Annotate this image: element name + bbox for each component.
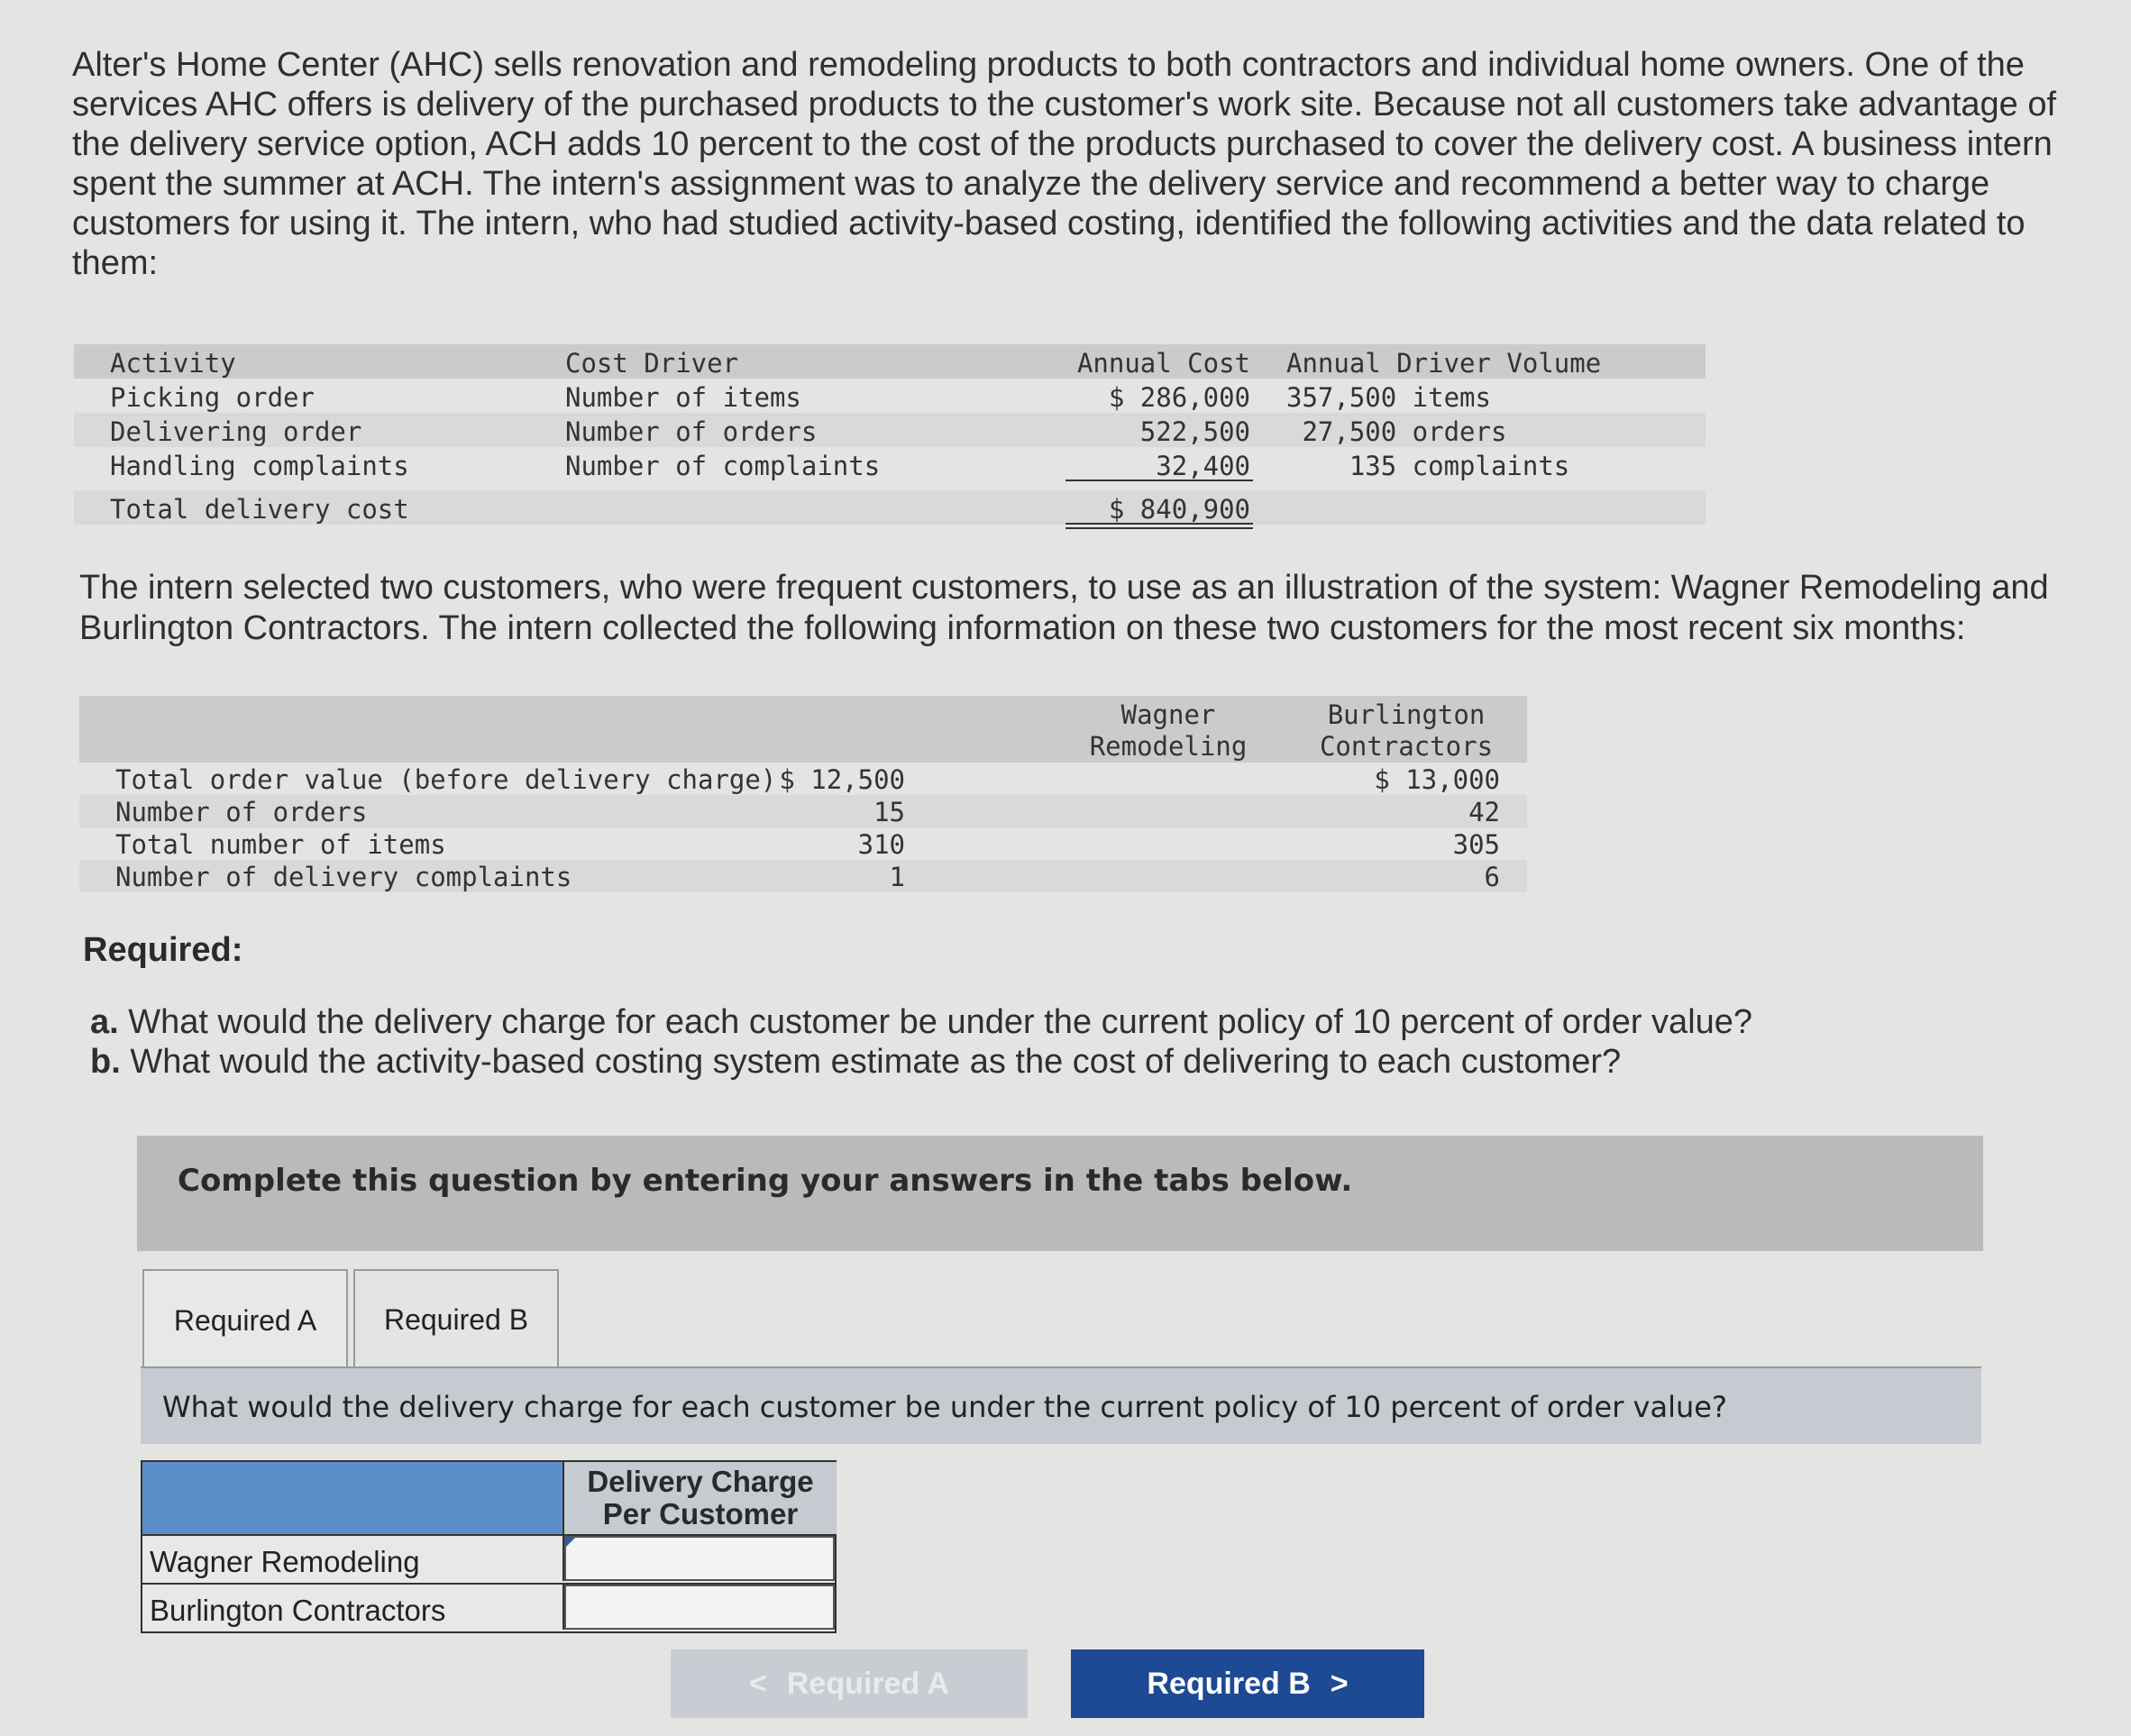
wagner-delivery-charge-input[interactable] [564, 1536, 835, 1581]
annual-cost: $ 286,000 [1108, 382, 1250, 413]
wagner-value: 1 [889, 862, 905, 892]
table-row [79, 860, 1527, 892]
header-activity: Activity [110, 348, 236, 379]
activity-name: Picking order [110, 382, 315, 413]
header-burlington: Burlington Contractors [1319, 699, 1494, 762]
required-b-prefix: b. [90, 1043, 121, 1081]
annual-cost: 32,400 [1156, 451, 1250, 481]
total-rule-top [1066, 523, 1253, 525]
delivery-charge-header: Delivery Charge Per Customer [562, 1462, 837, 1534]
cost-driver: Number of orders [565, 416, 818, 447]
table-row [79, 795, 1527, 827]
cost-driver: Number of items [565, 382, 801, 413]
row-label: Number of delivery complaints [115, 862, 572, 892]
next-label: Required B [1147, 1666, 1311, 1701]
answer-row-burlington [141, 1585, 837, 1633]
required-a-prefix: a. [90, 1003, 119, 1041]
subtotal-rule [1066, 480, 1253, 481]
question-text: What would the delivery charge for each customer be under the current policy of 10 percent of order value? [162, 1390, 1727, 1424]
customer-table [79, 696, 1527, 892]
burlington-value: 6 [1484, 862, 1500, 892]
answer-label: Burlington Contractors [150, 1594, 446, 1627]
row-label: Total order value (before delivery charge) [115, 764, 777, 795]
customer-intro: The intern selected two customers, who were frequent customers, to use as an illustration of the system: Wagner Remodeling and Burlington Contractors. The intern collected the following information on these two customers for the most recent six months: [79, 569, 2049, 647]
burlington-value: $ 13,000 [1374, 764, 1500, 795]
wagner-value: 15 [873, 797, 905, 827]
total-value: $ 840,900 [1108, 494, 1250, 525]
next-button[interactable] [1071, 1649, 1424, 1718]
row-label: Number of orders [115, 797, 368, 827]
total-label: Total delivery cost [110, 494, 409, 525]
input-marker-icon [566, 1538, 575, 1547]
required-a-text: What would the delivery charge for each customer be under the current policy of 10 percent of order value? [128, 1003, 1753, 1041]
chevron-left-icon: < [749, 1666, 767, 1701]
header-wagner: Wagner Remodeling [1089, 699, 1248, 762]
driver-volume: 27,500 orders [1286, 416, 1507, 447]
activity-table [74, 344, 1706, 525]
burlington-value: 305 [1452, 829, 1500, 860]
answer-table [141, 1460, 837, 1633]
instructions-banner [137, 1136, 1983, 1251]
table-row [79, 827, 1527, 860]
tab-required-b[interactable]: Required B [353, 1269, 559, 1370]
table-row [79, 763, 1527, 795]
wagner-value: $ 12,500 [779, 764, 905, 795]
instructions-text: Complete this question by entering your answers in the tabs below. [178, 1163, 1353, 1199]
activity-name: Delivering order [110, 416, 362, 447]
table-row [74, 413, 1706, 447]
prev-button[interactable] [671, 1649, 1028, 1718]
row-label: Total number of items [115, 829, 446, 860]
required-a [90, 1002, 1752, 1042]
required-b-text: What would the activity-based costing system estimate as the cost of delivering to each customer? [130, 1043, 1622, 1081]
activity-table-header [74, 344, 1706, 379]
required-title: Required: [83, 931, 243, 969]
table-row [74, 379, 1706, 413]
burlington-delivery-charge-input[interactable] [564, 1585, 835, 1630]
customer-table-header [79, 696, 1527, 763]
wagner-value: 310 [857, 829, 905, 860]
answer-label: Wagner Remodeling [150, 1545, 420, 1578]
answer-cell [562, 1585, 835, 1630]
driver-volume: 357,500 items [1286, 382, 1491, 413]
required-b [90, 1042, 1752, 1082]
cost-driver: Number of complaints [565, 451, 881, 481]
header-driver-volume: Annual Driver Volume [1286, 348, 1602, 379]
activity-name: Handling complaints [110, 451, 409, 481]
header-cost-driver: Cost Driver [565, 348, 739, 379]
header-annual-cost: Annual Cost [1076, 348, 1250, 379]
driver-volume: 135 complaints [1286, 451, 1570, 481]
answer-table-header [141, 1460, 837, 1536]
annual-cost: 522,500 [1139, 416, 1250, 447]
problem-intro: Alter's Home Center (AHC) sells renovation and remodeling products to both contractors and individual home owners. One of the services AHC offers is delivery of the purchased products to the customer's work site. Because not all customers take advantage of the delivery service option, ACH adds 10 percent to the cost of the products purchased to cover the delivery cost. A business intern spent the summer at ACH. The intern's assignment was to analyze the delivery service and recommend a better way to charge customers for using it. The intern, who had studied activity-based costing, identified the following activities and the data related to them: [72, 46, 2057, 282]
table-row [74, 447, 1706, 481]
answer-cell [562, 1536, 835, 1581]
burlington-value: 42 [1468, 797, 1500, 827]
question-bar [141, 1366, 1981, 1444]
prev-label: Required A [786, 1666, 949, 1701]
required-list [90, 1002, 1752, 1082]
chevron-right-icon: > [1330, 1666, 1349, 1701]
answer-row-wagner [141, 1536, 837, 1585]
total-rule-bottom [1066, 527, 1253, 529]
total-row [74, 490, 1706, 525]
tab-required-a[interactable]: Required A [142, 1269, 348, 1370]
